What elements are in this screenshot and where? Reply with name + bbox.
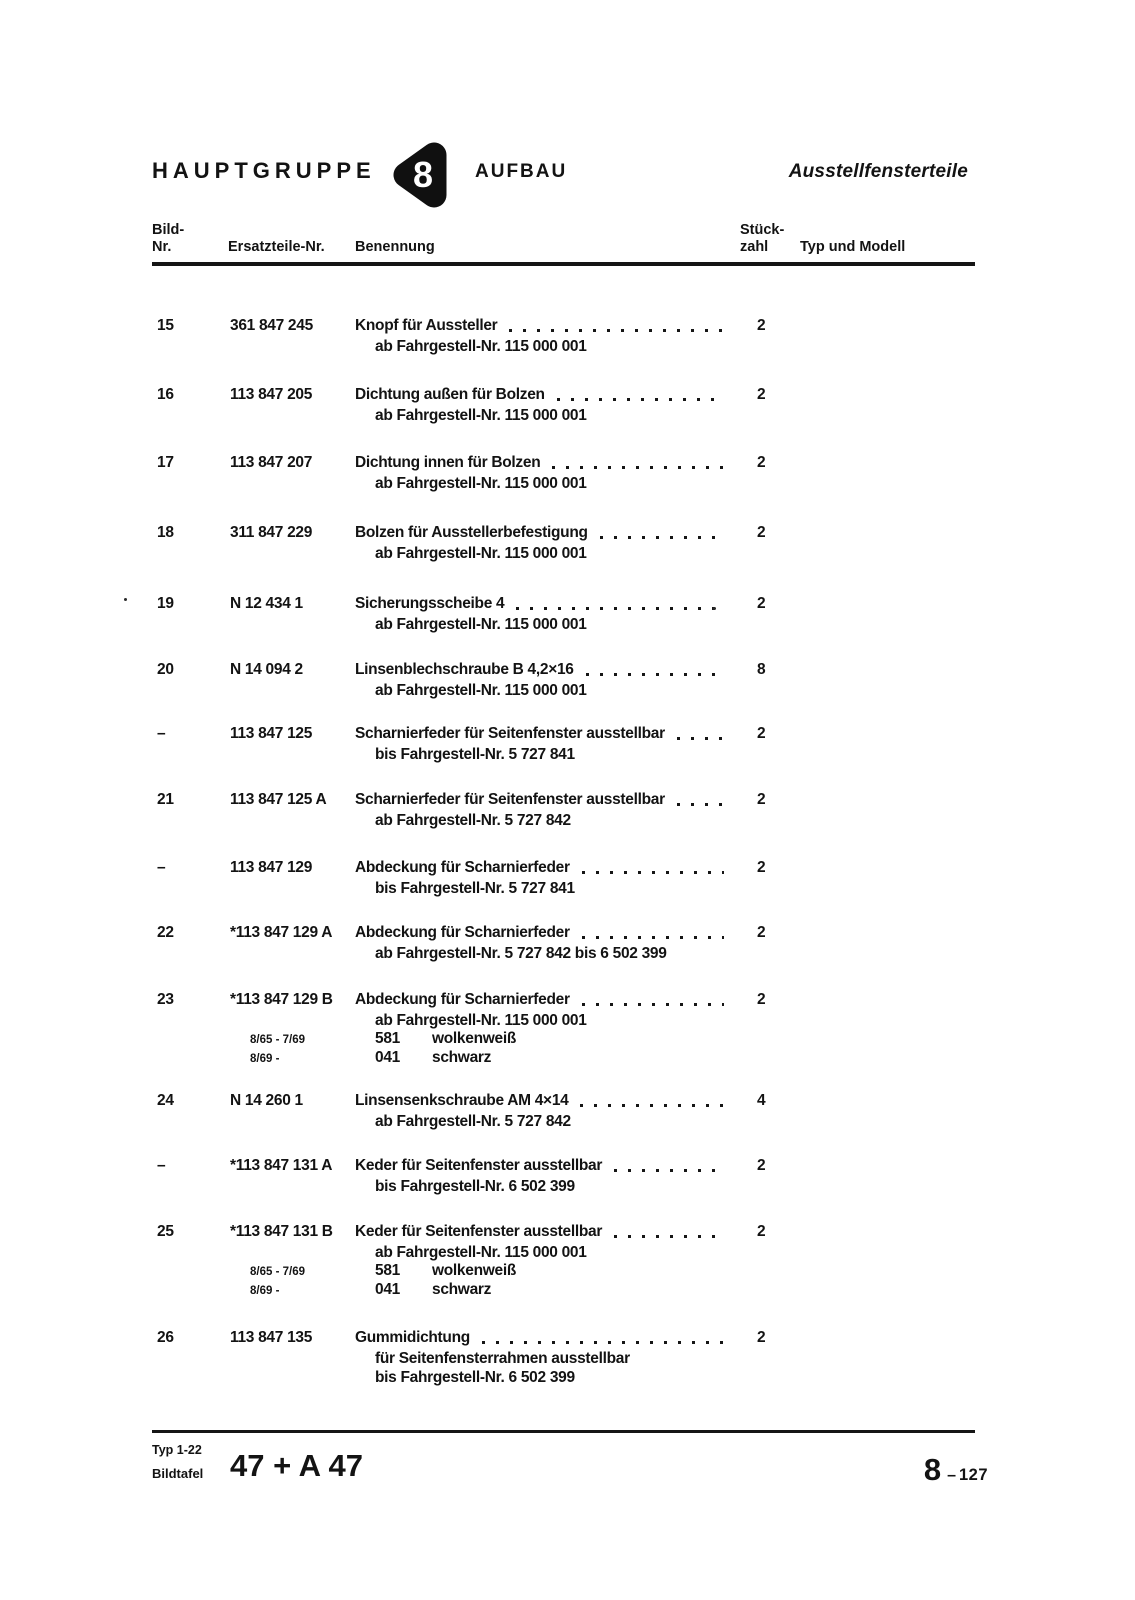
part-number-cell: *113 847 129 A [230,924,333,941]
footer-type-range: Typ 1-22 [152,1443,202,1457]
leader-dots [614,1169,724,1172]
note-line: bis Fahrgestell-Nr. 5 727 841 [375,879,575,897]
part-number-cell: 311 847 229 [230,524,313,541]
part-name-cell: Sicherungsscheibe 4 [355,595,505,612]
qty-cell: 2 [757,317,766,334]
color-name: schwarz [432,1281,492,1298]
bild-nr-cell: 20 [157,661,174,678]
page-number: 127 [958,1466,988,1484]
note-line: ab Fahrgestell-Nr. 5 727 842 bis 6 502 399 [375,944,667,962]
qty-cell: 2 [757,524,766,541]
table-row [152,1328,975,1387]
part-number-cell: 113 847 205 [230,386,313,403]
part-number-cell: 361 847 245 [230,317,313,334]
note-line: ab Fahrgestell-Nr. 115 000 001 [375,615,587,633]
note-line: ab Fahrgestell-Nr. 115 000 001 [375,544,587,562]
part-name-cell: Gummidichtung [355,1329,470,1346]
leader-dots [582,936,724,939]
page-number-separator: – [947,1467,956,1484]
part-number-cell: *113 847 131 B [230,1223,333,1240]
part-name-cell: Knopf für Aussteller [355,317,498,334]
bild-nr-cell: 25 [157,1223,174,1240]
part-name-cell: Abdeckung für Scharnierfeder [355,991,570,1008]
footer-rule [152,1430,975,1433]
page-title: Ausstellfensterteile [788,161,968,182]
bild-nr-cell: 26 [157,1329,174,1346]
leader-dots [557,398,724,401]
part-name-cell: Linsensenkschraube AM 4×14 [355,1092,569,1109]
part-name-cell: Linsenblechschraube B 4,2×16 [355,661,574,678]
table-row [152,1222,975,1301]
leader-dots [677,737,724,740]
leader-dots [600,536,724,539]
bild-nr-cell: – [157,1157,166,1174]
bild-nr-cell: 19 [157,595,174,612]
part-number-cell: N 14 094 2 [230,661,303,678]
qty-cell: 2 [757,386,766,403]
color-name: wolkenweiß [432,1029,516,1047]
part-number-cell: 113 847 129 [230,859,313,876]
part-name-cell: Scharnierfeder für Seitenfenster ausstellbar [355,725,665,742]
table-row [152,660,975,700]
part-number-cell: 113 847 207 [230,454,313,471]
note-line: ab Fahrgestell-Nr. 115 000 001 [375,1011,587,1029]
table-row [152,453,975,493]
part-name-cell: Bolzen für Ausstellerbefestigung [355,524,588,541]
bild-nr-cell: 15 [157,317,174,334]
table-row [152,923,975,963]
column-header-typ-und-modell: Typ und Modell [800,239,906,255]
leader-dots [582,1003,724,1006]
leader-dots [677,803,724,806]
qty-cell: 2 [757,595,766,612]
note-line: ab Fahrgestell-Nr. 115 000 001 [375,681,587,699]
qty-cell: 2 [757,1329,766,1346]
table-row [152,1156,975,1196]
part-number-cell: N 14 260 1 [230,1092,303,1109]
note-line: bis Fahrgestell-Nr. 6 502 399 [375,1177,575,1195]
color-variant-line [152,1281,975,1301]
bild-nr-cell: – [157,725,166,742]
part-name-cell: Dichtung innen für Bolzen [355,454,541,471]
bild-nr-cell: 22 [157,924,174,941]
leader-dots [614,1235,724,1238]
color-period: 8/65 - 7/69 [250,1033,305,1046]
scan-artifact-dot [124,598,127,601]
leader-dots [586,673,724,676]
qty-cell: 2 [757,859,766,876]
table-row [152,724,975,764]
part-name-cell: Keder für Seitenfenster ausstellbar [355,1223,603,1240]
color-name: wolkenweiß [432,1261,516,1279]
leader-dots [509,329,724,332]
group-number: 8 [412,154,434,195]
qty-cell: 2 [757,454,766,471]
bild-nr-cell: 24 [157,1092,174,1109]
leader-dots [482,1341,724,1344]
note-line: ab Fahrgestell-Nr. 115 000 001 [375,474,587,492]
color-variant-line [152,1049,975,1069]
note-line: ab Fahrgestell-Nr. 115 000 001 [375,1243,587,1261]
color-code: 581 [375,1261,400,1279]
leader-dots [580,1104,724,1107]
table-row [152,790,975,830]
color-code: 041 [375,1049,400,1066]
color-variant-line [152,1262,975,1282]
footer-plate-label: Bildtafel [152,1466,204,1481]
page-group-digit: 8 [923,1452,942,1487]
note-line: für Seitenfensterrahmen ausstellbar [375,1349,630,1367]
main-group-label: HAUPTGRUPPE [152,158,376,183]
group-number-badge [388,139,452,211]
color-name: schwarz [432,1049,492,1066]
leader-dots [516,607,724,610]
column-header-bild-nr: Bild- Nr. [152,222,185,255]
part-number-cell: *113 847 131 A [230,1157,333,1174]
note-line: bis Fahrgestell-Nr. 5 727 841 [375,745,575,763]
part-name-cell: Keder für Seitenfenster ausstellbar [355,1157,603,1174]
note-line: ab Fahrgestell-Nr. 5 727 842 [375,1112,571,1130]
color-period: 8/65 - 7/69 [250,1265,305,1278]
part-number-cell: 113 847 125 A [230,791,327,808]
bild-nr-cell: 21 [157,791,174,808]
color-code: 581 [375,1029,400,1047]
footer-plate-number: 47 + A 47 [230,1448,363,1483]
footer-page-number [924,1452,988,1488]
bild-nr-cell: 18 [157,524,174,541]
bild-nr-cell: – [157,859,166,876]
bild-nr-cell: 23 [157,991,174,1008]
qty-cell: 2 [757,991,766,1008]
bild-nr-cell: 16 [157,386,174,403]
column-header-benennung: Benennung [355,239,435,255]
column-header-ersatzteile-nr: Ersatzteile-Nr. [228,239,325,255]
scan-artifact-dot [713,607,716,610]
table-row [152,385,975,425]
color-variant-line [152,1030,975,1050]
table-row [152,523,975,563]
part-number-cell: 113 847 125 [230,725,313,742]
note-line: bis Fahrgestell-Nr. 6 502 399 [375,1369,575,1386]
part-number-cell: N 12 434 1 [230,595,303,612]
part-name-cell: Dichtung außen für Bolzen [355,386,545,403]
table-row [152,990,975,1069]
table-row [152,1091,975,1131]
note-line: ab Fahrgestell-Nr. 115 000 001 [375,406,587,424]
part-name-cell: Abdeckung für Scharnierfeder [355,859,570,876]
bild-nr-cell: 17 [157,454,174,471]
qty-cell: 8 [757,661,766,678]
qty-cell: 2 [757,924,766,941]
column-header-stueckzahl: Stück- zahl [740,222,785,255]
section-title: AUFBAU [475,161,568,182]
header-rule [152,262,975,266]
note-line: ab Fahrgestell-Nr. 5 727 842 [375,811,571,829]
leader-dots [582,871,724,874]
color-code: 041 [375,1281,400,1298]
color-period: 8/69 - [250,1285,280,1297]
qty-cell: 2 [757,1223,766,1240]
part-number-cell: 113 847 135 [230,1329,313,1346]
qty-cell: 2 [757,725,766,742]
table-row [152,594,975,634]
qty-cell: 2 [757,791,766,808]
qty-cell: 4 [757,1092,766,1109]
part-name-cell: Abdeckung für Scharnierfeder [355,924,570,941]
table-row [152,316,975,356]
note-line: ab Fahrgestell-Nr. 115 000 001 [375,337,587,355]
leader-dots [552,466,724,469]
table-row [152,858,975,898]
qty-cell: 2 [757,1157,766,1174]
color-period: 8/69 - [250,1053,280,1065]
part-name-cell: Scharnierfeder für Seitenfenster ausstellbar [355,791,665,808]
part-number-cell: *113 847 129 B [230,991,333,1008]
